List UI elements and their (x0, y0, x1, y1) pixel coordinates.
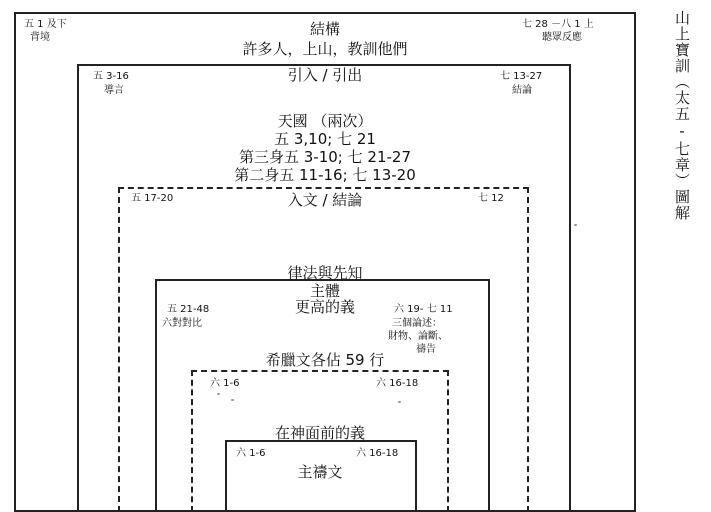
outer-left-ref: 五 1 及下 (24, 19, 67, 30)
kingdom-line-4: 第二身五 11-16; 七 13-20 (234, 166, 416, 184)
main-body-right-note-1: 三個論述： (392, 318, 442, 329)
kingdom-line-2: 五 3,10; 七 21 (274, 130, 376, 148)
intro-right-note: 結論 (512, 85, 532, 96)
main-body-left-note: 六對對比 (162, 318, 202, 329)
lords-prayer-left-ref: 六 1-6 (236, 448, 266, 459)
intro-title: 引入 / 引出 (287, 66, 363, 84)
main-body-right-note-3: 禱告 (416, 344, 436, 355)
righteousness-left-ref: 六 1-6 (210, 378, 240, 389)
greek-lines-title: 希臘文各佔 59 行 (210, 351, 440, 369)
scan-speck (574, 224, 577, 226)
outer-subtitle: 許多人，上山，教訓他們 (242, 40, 408, 58)
lords-prayer-title: 主禱文 (297, 463, 343, 481)
intro-left-note: 導言 (104, 85, 124, 96)
body-intro-right-ref: 七 12 (478, 193, 504, 204)
main-body-right-ref: 六 19- 七 11 (394, 304, 453, 315)
kingdom-line-3: 第三身五 3-10; 七 21-27 (239, 148, 411, 166)
scan-speck (398, 401, 401, 403)
intro-right-ref: 七 13-27 (500, 71, 543, 82)
main-body-right-note-2: 財物、論斷、 (388, 331, 448, 342)
outer-left-note: 背境 (30, 32, 50, 43)
intro-left-ref: 五 3-16 (93, 71, 129, 82)
outer-title: 結構 (309, 20, 340, 38)
main-body-subtitle: 更高的義 (294, 298, 355, 316)
outer-right-ref: 七 28 －八 1 上 (522, 19, 594, 30)
law-prophets-title: 律法與先知 (287, 264, 363, 282)
righteousness-right-ref: 六 16-18 (376, 378, 419, 389)
diagram-side-title: 山上寶訓（太五-七章）圖解 (673, 10, 691, 221)
outer-right-note: 聽眾反應 (542, 32, 582, 43)
main-body-left-ref: 五 21-48 (167, 304, 210, 315)
body-intro-left-ref: 五 17-20 (131, 193, 174, 204)
main-body-title: 主體 (309, 282, 340, 300)
righteousness-title: 在神面前的義 (274, 424, 365, 442)
scan-speck (217, 393, 220, 395)
body-intro-title: 入文 / 結論 (287, 191, 363, 209)
lords-prayer-right-ref: 六 16-18 (356, 448, 399, 459)
kingdom-line-1: 天國 （兩次） (277, 112, 373, 130)
scan-speck (231, 399, 234, 401)
